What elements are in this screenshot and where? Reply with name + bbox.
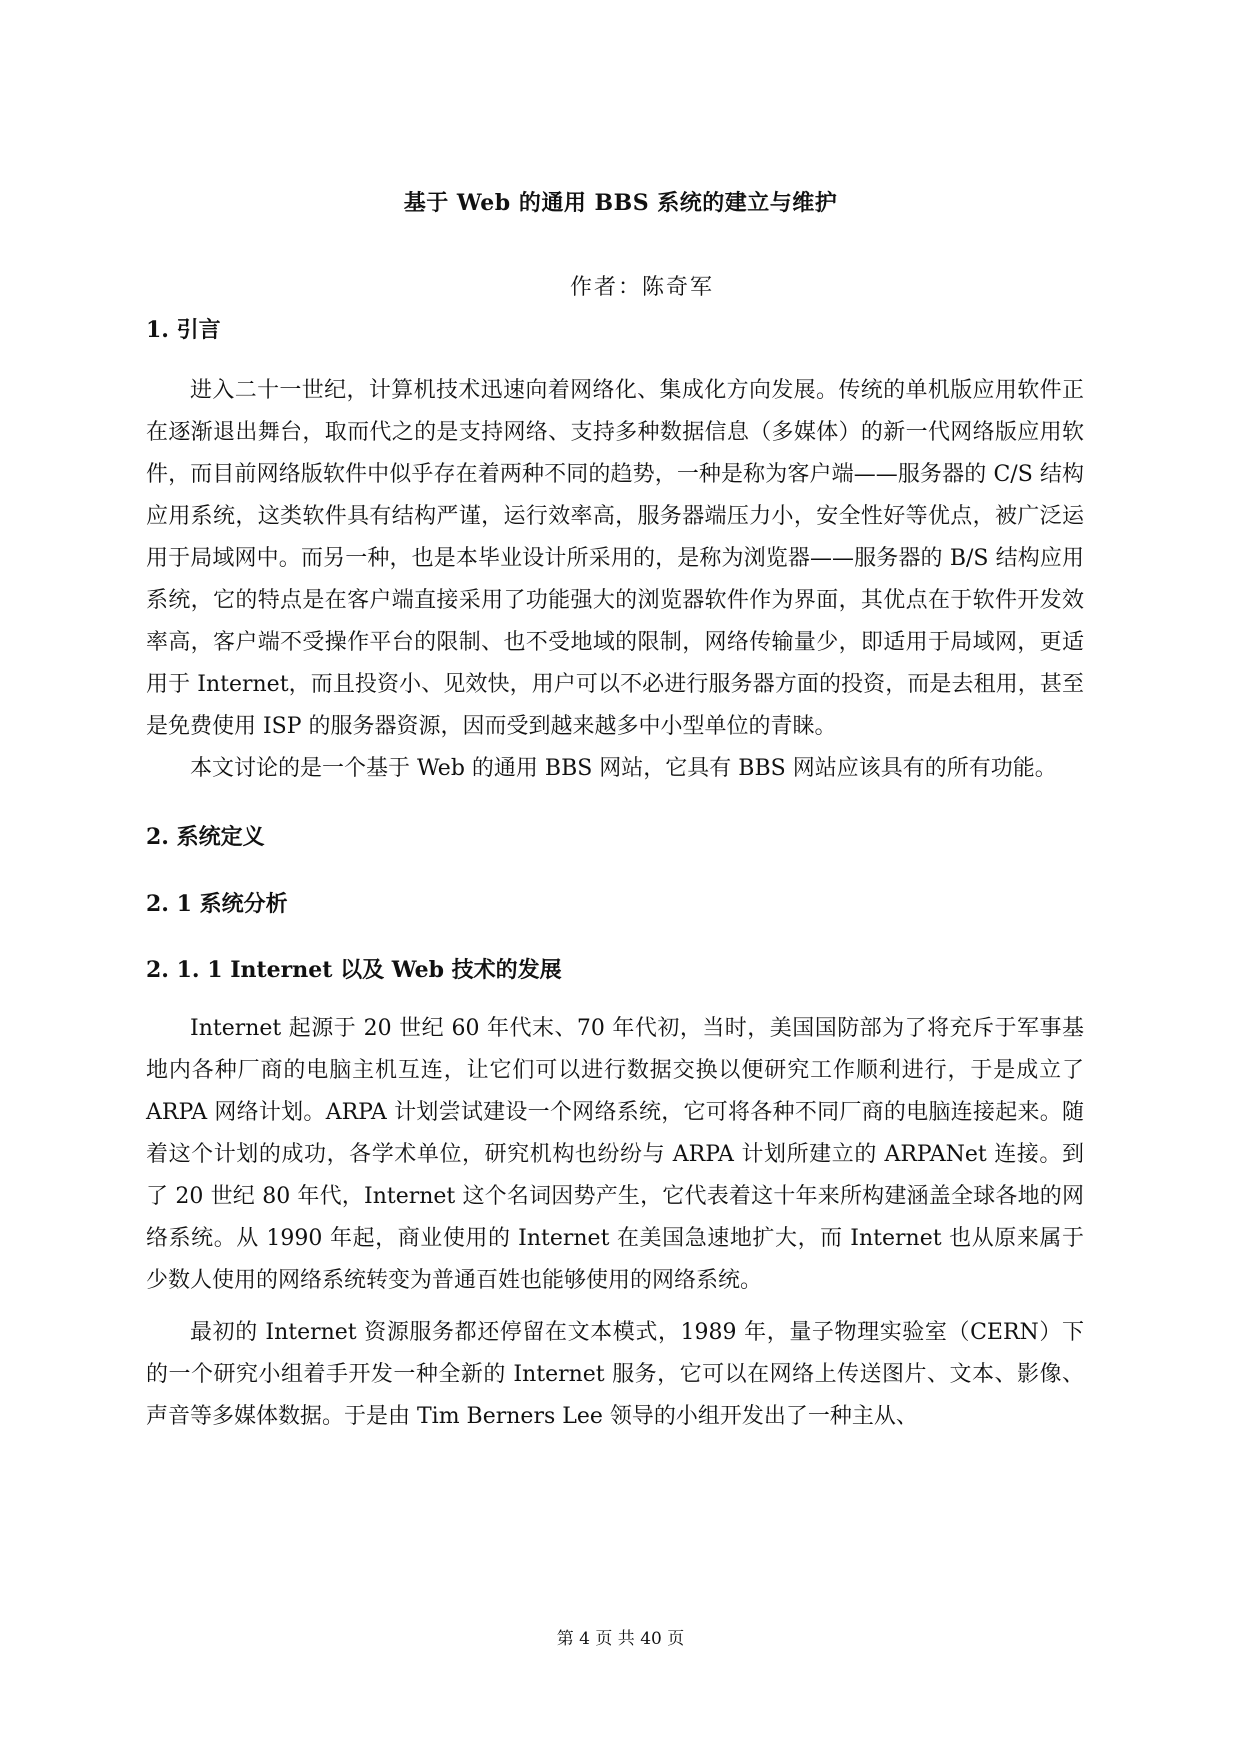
paragraph-intro-1: 进入二十一世纪，计算机技术迅速向着网络化、集成化方向发展。传统的单机版应用软件正在逐渐退出舞台，取而代之的是支持网络、支持多种数据信息（多媒体）的新一代网络版应用软件，而目前网络版软件中似乎存在着两种不同的趋势，一种是称为客户端——服务器的 C/S 结构应用系统，这类软件具有结构严谨，运行效率高，服务器端压力小，安全性好等优点，被广泛运用于局域网中。而另一种，也是本毕业设计所采用的，是称为浏览器——服务器的 B/S 结构应用系统，它的特点是在客户端直接采用了功能强大的浏览器软件作为界面，其优点在于软件开发效率高，客户端不受操作平台的限制、也不受地域的限制，网络传输量少，即适用于局域网，更适用于 Internet，而且投资小、见效快，用户可以不必进行服务器方面的投资，而是去租用，甚至是免费使用 ISP 的服务器资源，因而受到越来越多中小型单位的青睐。 [146,378,1084,739]
page-number-footer: 第 4 页 共 40 页 [556,1629,685,1649]
paragraph-internet-history: Internet 起源于 20 世纪 60 年代末、70 年代初，当时，美国国防部为了将充斥于军事基地内各种厂商的电脑主机互连，让它们可以进行数据交换以便研究工作顺利进行，于是成立了 ARPA 网络计划。ARPA 计划尝试建设一个网络系统，它可将各种不同厂商的电脑连接起来。随着这个计划的成功，各学术单位，研究机构也纷纷与 ARPA 计划所建立的 ARPANet 连接。到了 20 世纪 80 年代，Internet 这个名词因势产生，它代表着这十年来所构建涵盖全球各地的网络系统。从 1990 年起，商业使用的 Internet 在美国急速地扩大，而 Internet 也从原来属于少数人使用的网络系统转变为普通百姓也能够使用的网络系统。 [146,1016,1084,1293]
section-heading-introduction: 1. 引言 [146,317,221,343]
paragraph-web-origin: 最初的 Internet 资源服务都还停留在文本模式，1989 年，量子物理实验室（CERN）下的一个研究小组着手开发一种全新的 Internet 服务，它可以在网络上传送图片、文本、影像、声音等多媒体数据。于是由 Tim Berners Lee 领导的小组开发出了一种主从、 [146,1320,1084,1429]
section-heading-system-analysis: 2. 1 系统分析 [146,891,288,917]
section-heading-system-definition: 2. 系统定义 [146,824,265,850]
document-title: 基于 Web 的通用 BBS 系统的建立与维护 [403,190,838,216]
paragraph-intro-2: 本文讨论的是一个基于 Web 的通用 BBS 网站，它具有 BBS 网站应该具有的所有功能。 [190,756,1057,781]
document-author: 作者：陈奇军 [570,275,715,300]
section-heading-internet-web: 2. 1. 1 Internet 以及 Web 技术的发展 [146,957,562,983]
